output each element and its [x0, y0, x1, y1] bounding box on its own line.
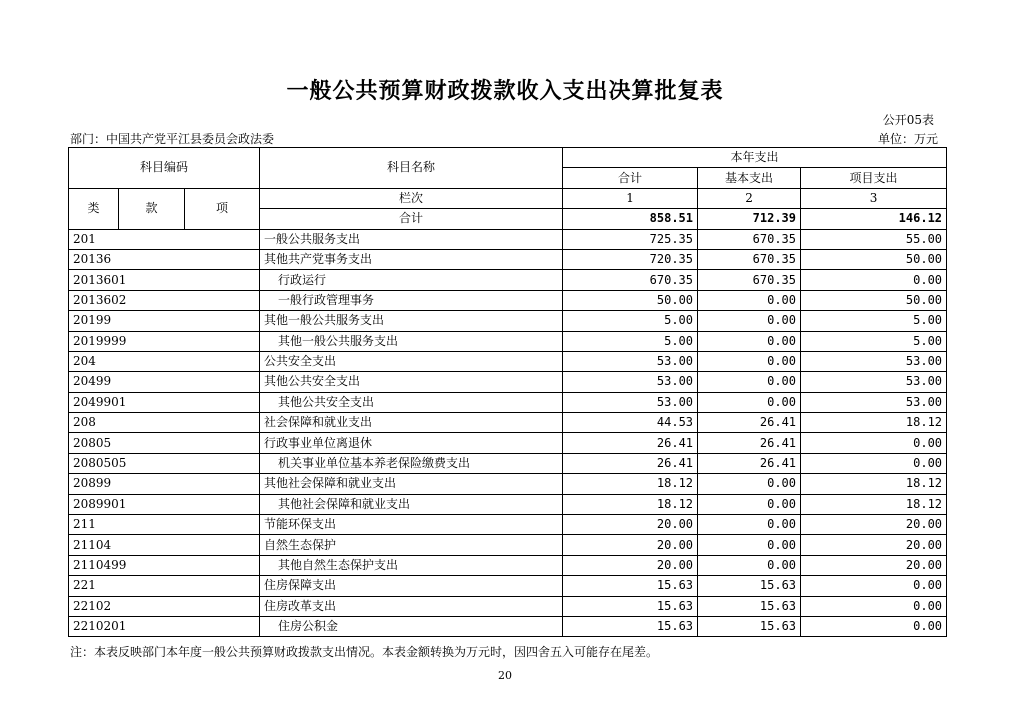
table-row: [69, 616, 947, 636]
table-row: [69, 555, 947, 575]
table-row: [69, 372, 947, 392]
header-basic: 基本支出: [698, 168, 801, 188]
row-basic: 0.00: [698, 290, 801, 310]
row-basic: 0.00: [698, 311, 801, 331]
row-total: 20.00: [563, 515, 698, 535]
header-subject-code: 科目编码: [69, 148, 260, 189]
unit-label: 单位：万元: [877, 132, 938, 146]
row-subject-code: 21104: [69, 535, 260, 555]
table-row: [69, 494, 947, 514]
row-basic: 26.41: [698, 433, 801, 453]
row-total: 44.53: [563, 413, 698, 433]
row-basic: 0.00: [698, 331, 801, 351]
row-project: 18.12: [801, 494, 947, 514]
row-subject-code: 20805: [69, 433, 260, 453]
row-total: 53.00: [563, 392, 698, 412]
row-project: 0.00: [801, 596, 947, 616]
row-subject-name: 节能环保支出: [260, 515, 563, 535]
table-row: [69, 290, 947, 310]
row-basic: 670.35: [698, 229, 801, 249]
table-row: [69, 413, 947, 433]
row-total: 18.12: [563, 474, 698, 494]
row-basic: 0.00: [698, 372, 801, 392]
row-subject-code: 2210201: [69, 616, 260, 636]
budget-table: [68, 147, 947, 637]
header-project: 项目支出: [801, 168, 947, 188]
row-subject-code: 2013601: [69, 270, 260, 290]
row-subject-name: 住房改革支出: [260, 596, 563, 616]
header-col-2: 2: [698, 188, 801, 208]
row-subject-code: 2110499: [69, 555, 260, 575]
row-project: 0.00: [801, 270, 947, 290]
header-lei: 类: [69, 188, 119, 229]
row-project: 20.00: [801, 515, 947, 535]
row-total: 5.00: [563, 311, 698, 331]
header-total: 合计: [563, 168, 698, 188]
page-number: 20: [498, 669, 512, 682]
row-subject-name: 公共安全支出: [260, 351, 563, 371]
table-row: [69, 331, 947, 351]
header-row-3: [69, 188, 947, 208]
table-row: [69, 311, 947, 331]
row-total: 53.00: [563, 351, 698, 371]
row-subject-name: 其他自然生态保护支出: [260, 555, 563, 575]
row-project: 53.00: [801, 351, 947, 371]
row-total: 53.00: [563, 372, 698, 392]
row-subject-name: 一般公共服务支出: [260, 229, 563, 249]
row-total: 50.00: [563, 290, 698, 310]
row-subject-name: 其他一般公共服务支出: [260, 311, 563, 331]
header-subject-name: 科目名称: [260, 148, 563, 189]
department-label: 部门：中国共产党平江县委员会政法委: [70, 132, 275, 146]
row-basic: 15.63: [698, 576, 801, 596]
table-row: [69, 433, 947, 453]
row-total: 18.12: [563, 494, 698, 514]
row-project: 0.00: [801, 453, 947, 473]
row-subject-name: 一般行政管理事务: [260, 290, 563, 310]
table-row: [69, 453, 947, 473]
row-project: 50.00: [801, 249, 947, 269]
row-project: 53.00: [801, 372, 947, 392]
row-total: 15.63: [563, 576, 698, 596]
row-basic: 0.00: [698, 392, 801, 412]
row-project: 0.00: [801, 616, 947, 636]
header-col-3: 3: [801, 188, 947, 208]
row-subject-name: 行政事业单位离退休: [260, 433, 563, 453]
form-code: 公开05表: [882, 113, 934, 127]
row-basic: 0.00: [698, 474, 801, 494]
row-subject-name: 其他社会保障和就业支出: [260, 494, 563, 514]
row-subject-name: 机关事业单位基本养老保险缴费支出: [260, 453, 563, 473]
row-total: 15.63: [563, 596, 698, 616]
row-basic: 0.00: [698, 535, 801, 555]
table-row: [69, 576, 947, 596]
row-total: 15.63: [563, 616, 698, 636]
table-row: [69, 596, 947, 616]
row-subject-code: 2089901: [69, 494, 260, 514]
header-year-expenditure: 本年支出: [563, 148, 947, 168]
total-row-label: 合计: [260, 209, 563, 229]
page-title: 一般公共预算财政拨款收入支出决算批复表: [286, 78, 724, 104]
row-total: 20.00: [563, 535, 698, 555]
row-basic: 0.00: [698, 494, 801, 514]
header-kuan: 款: [119, 188, 185, 229]
row-total: 26.41: [563, 433, 698, 453]
row-project: 0.00: [801, 433, 947, 453]
row-total: 725.35: [563, 229, 698, 249]
row-subject-code: 201: [69, 229, 260, 249]
row-subject-name: 社会保障和就业支出: [260, 413, 563, 433]
row-project: 53.00: [801, 392, 947, 412]
table-row: [69, 229, 947, 249]
budget-table-body: [69, 148, 947, 637]
total-row-total: 858.51: [563, 209, 698, 229]
row-subject-name: 其他一般公共服务支出: [260, 331, 563, 351]
row-subject-code: 204: [69, 351, 260, 371]
row-subject-code: 2049901: [69, 392, 260, 412]
row-total: 20.00: [563, 555, 698, 575]
table-row: [69, 249, 947, 269]
table-row: [69, 535, 947, 555]
row-subject-name: 其他社会保障和就业支出: [260, 474, 563, 494]
row-subject-code: 20199: [69, 311, 260, 331]
row-total: 5.00: [563, 331, 698, 351]
row-project: 5.00: [801, 311, 947, 331]
table-row: [69, 392, 947, 412]
row-basic: 15.63: [698, 596, 801, 616]
total-row-basic: 712.39: [698, 209, 801, 229]
row-basic: 0.00: [698, 515, 801, 535]
total-row-project: 146.12: [801, 209, 947, 229]
row-project: 0.00: [801, 576, 947, 596]
row-project: 20.00: [801, 555, 947, 575]
row-subject-code: 20899: [69, 474, 260, 494]
row-basic: 670.35: [698, 249, 801, 269]
table-row: [69, 351, 947, 371]
row-subject-code: 20499: [69, 372, 260, 392]
table-row: [69, 515, 947, 535]
header-col-1: 1: [563, 188, 698, 208]
row-total: 670.35: [563, 270, 698, 290]
row-basic: 0.00: [698, 555, 801, 575]
row-subject-name: 其他公共安全支出: [260, 372, 563, 392]
row-subject-name: 住房公积金: [260, 616, 563, 636]
row-subject-name: 其他公共安全支出: [260, 392, 563, 412]
row-subject-name: 自然生态保护: [260, 535, 563, 555]
row-project: 5.00: [801, 331, 947, 351]
row-project: 20.00: [801, 535, 947, 555]
table-row: [69, 270, 947, 290]
row-subject-code: 2019999: [69, 331, 260, 351]
row-project: 18.12: [801, 474, 947, 494]
row-basic: 670.35: [698, 270, 801, 290]
row-total: 26.41: [563, 453, 698, 473]
row-project: 50.00: [801, 290, 947, 310]
row-project: 55.00: [801, 229, 947, 249]
row-subject-name: 住房保障支出: [260, 576, 563, 596]
header-row-1: [69, 148, 947, 168]
header-column-index: 栏次: [260, 188, 563, 208]
row-subject-code: 2080505: [69, 453, 260, 473]
row-subject-code: 208: [69, 413, 260, 433]
row-subject-code: 22102: [69, 596, 260, 616]
row-subject-name: 行政运行: [260, 270, 563, 290]
header-xiang: 项: [185, 188, 260, 229]
table-note: 注：本表反映部门本年度一般公共预算财政拨款支出情况。本表金额转换为万元时，因四舍五入可能存在尾差。: [70, 645, 659, 659]
row-subject-code: 221: [69, 576, 260, 596]
row-total: 720.35: [563, 249, 698, 269]
row-basic: 26.41: [698, 413, 801, 433]
row-basic: 0.00: [698, 351, 801, 371]
row-project: 18.12: [801, 413, 947, 433]
table-row: [69, 474, 947, 494]
row-subject-code: 211: [69, 515, 260, 535]
row-subject-code: 2013602: [69, 290, 260, 310]
row-basic: 15.63: [698, 616, 801, 636]
row-subject-name: 其他共产党事务支出: [260, 249, 563, 269]
row-basic: 26.41: [698, 453, 801, 473]
row-subject-code: 20136: [69, 249, 260, 269]
